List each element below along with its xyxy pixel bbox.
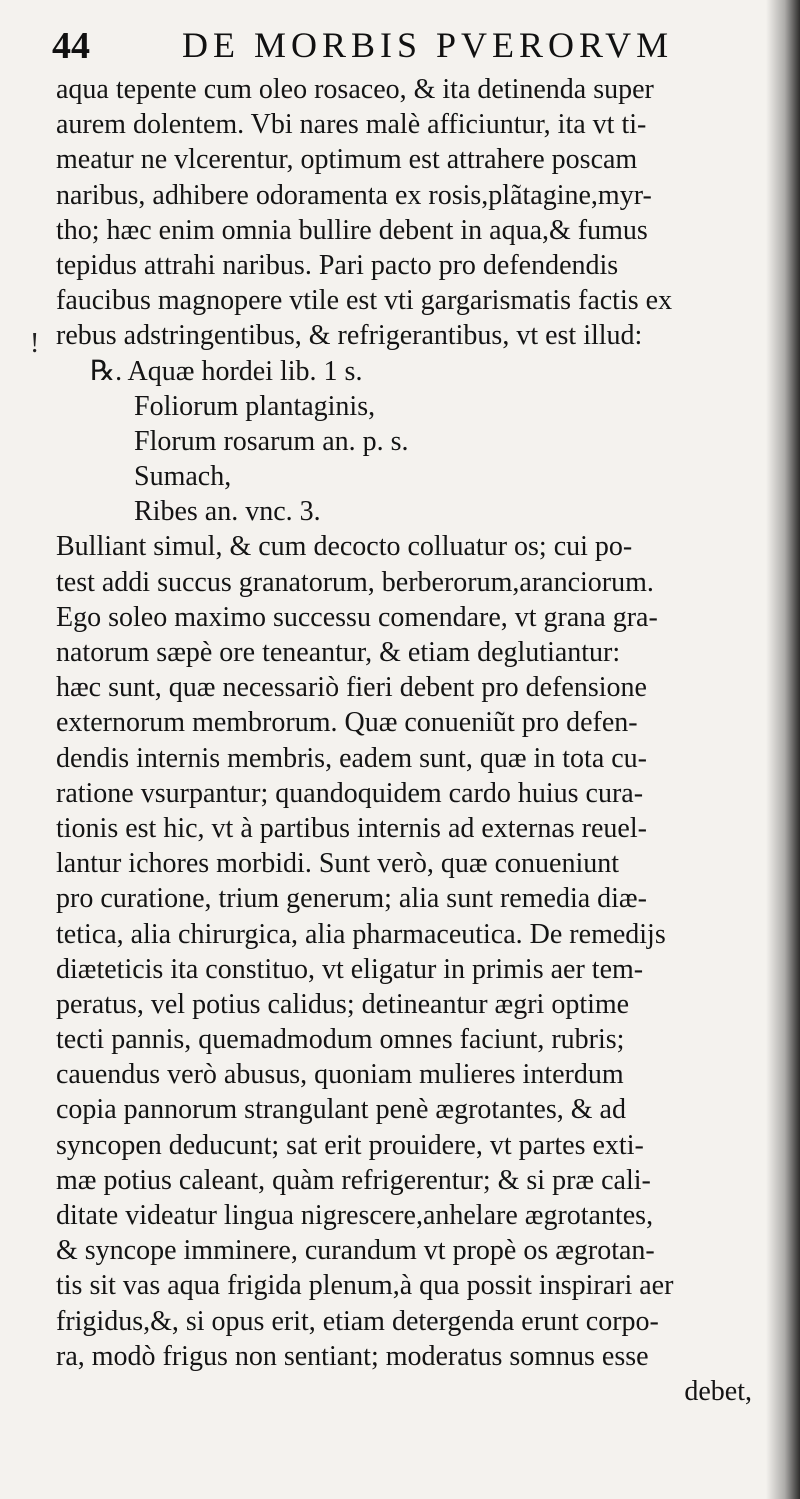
text-line: lantur ichores morbidi. Sunt verò, quæ conueniunt [56, 848, 620, 880]
text-line: & syncope imminere, curandum vt propè os ægrotan- [56, 1235, 655, 1267]
text-line: ra, modò frigus non sentiant; moderatus somnus esse [56, 1340, 649, 1372]
text-line: mæ potius caleant, quàm refrigerentur; & si præ cali- [56, 1164, 651, 1196]
text-line: rebus adstringentibus, & refrigerantibus, vt est illud: [56, 320, 643, 352]
running-title: DE MORBIS PVERORVM [182, 25, 674, 65]
text-line: tecti pannis, quemadmodum omnes faciunt, rubris; [56, 1024, 625, 1056]
recipe-line: ℞. Aquæ hordei lib. 1 s. [90, 355, 363, 387]
text-line: externorum membrorum. Quæ conueniũt pro defen- [56, 707, 638, 739]
text-line: pro curatione, trium generum; alia sunt remedia diæ- [56, 883, 647, 915]
text-line: copia pannorum strangulant penè ægrotantes, & ad [56, 1094, 626, 1126]
body-text [56, 72, 766, 1409]
text-line: natorum sæpè ore teneantur, & etiam deglutiantur: [56, 637, 621, 668]
text-line: faucibus magnopere vtile est vti gargarismatis factis ex [56, 285, 673, 317]
page-gutter-shadow [766, 0, 800, 1499]
text-line: Ego soleo maximo successu comendare, vt grana gra- [56, 601, 658, 633]
text-line: tis sit vas aqua frigida plenum,à qua possit inspirari aer [56, 1270, 674, 1302]
text-line: aurem dolentem. Vbi nares malè afficiuntur, ita vt ti- [56, 109, 647, 141]
page-number: 44 [52, 25, 90, 67]
text-line: tetica, alia chirurgica, alia pharmaceutica. De remedijs [56, 918, 666, 950]
text-line: test addi succus granatorum, berberorum,aranciorum. [56, 566, 654, 598]
text-line: aqua tepente cum oleo rosaceo, & ita detinenda super [56, 74, 654, 105]
text-line: naribus, adhibere odoramenta ex rosis,plãtagine,myr- [56, 179, 652, 211]
text-line: dendis internis membris, eadem sunt, quæ in tota cu- [56, 742, 648, 774]
text-line: peratus, vel potius calidus; detineantur ægri optime [56, 988, 630, 1020]
text-line: tho; hæc enim omnia bullire debent in aqua,& fumus [56, 214, 648, 246]
text-line: ditate videatur lingua nigrescere,anhelare ægrotantes, [56, 1200, 654, 1231]
recipe-ingredient: Ribes an. vnc. 3. [134, 496, 321, 528]
margin-mark: ! [30, 328, 40, 359]
text-line: hæc sunt, quæ necessariò fieri debent pro defensione [56, 672, 647, 704]
text-line: frigidus,&, si opus erit, etiam detergenda erunt corpo- [56, 1305, 659, 1337]
recipe-ingredient: Foliorum plantaginis, [134, 390, 376, 422]
text-line: meatur ne vlcerentur, optimum est attrahere poscam [56, 144, 638, 176]
recipe-ingredient: Sumach, [134, 461, 232, 493]
recipe-ingredient: Florum rosarum an. p. s. [134, 425, 409, 457]
text-line: tionis est hic, vt à partibus internis ad externas reuel- [56, 812, 647, 844]
text-line: syncopen deducunt; sat erit prouidere, vt partes exti- [56, 1129, 644, 1161]
text-line: tepidus attrahi naribus. Pari pacto pro defendendis [56, 249, 619, 281]
text-line: cauendus verò abusus, quoniam mulieres interdum [56, 1059, 624, 1091]
catchword: debet, [684, 1375, 752, 1407]
text-line: Bulliant simul, & cum decocto colluatur os; cui po- [56, 531, 633, 563]
text-line: ratione vsurpantur; quandoquidem cardo huius cura- [56, 777, 644, 809]
text-line: diæteticis ita constituo, vt eligatur in primis aer tem- [56, 953, 644, 985]
page-header [52, 18, 752, 68]
